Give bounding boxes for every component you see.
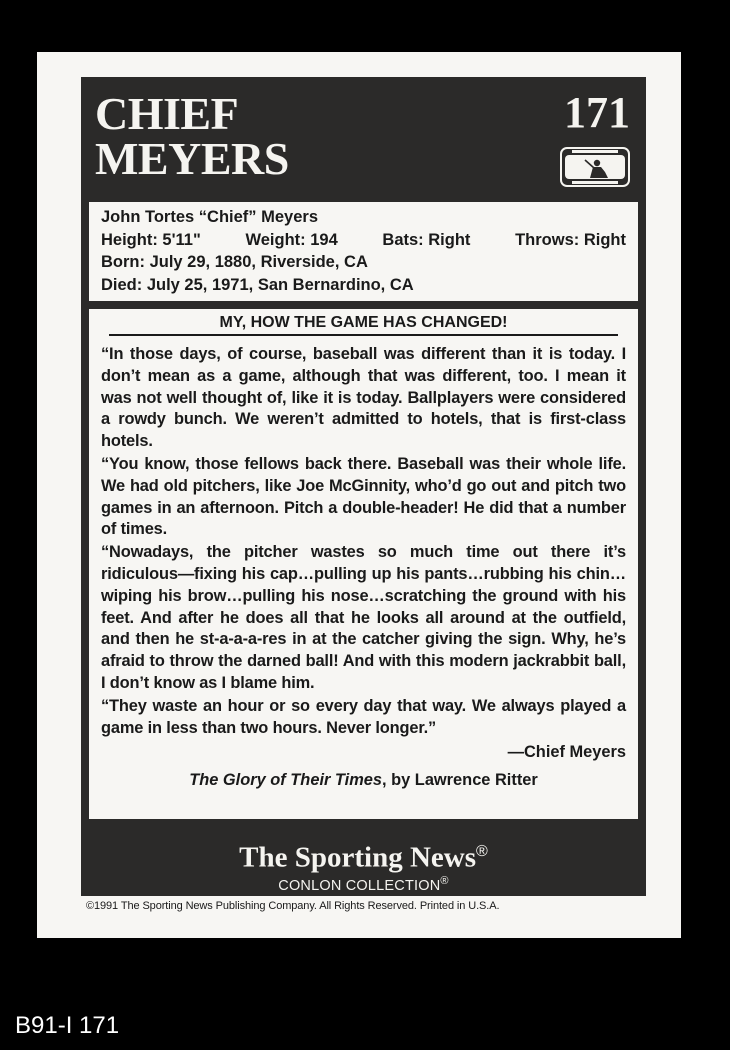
quote-signature: —Chief Meyers: [507, 743, 626, 762]
weight: Weight: 194: [245, 230, 338, 249]
brand-logo: [81, 837, 646, 873]
collection-name: [81, 873, 646, 894]
player-name-line2: MEYERS: [95, 133, 289, 184]
source-author: , by Lawrence Ritter: [382, 771, 538, 790]
story-box: [89, 309, 638, 819]
full-name: John Tortes “Chief” Meyers: [101, 208, 318, 226]
bats: Bats: Right: [382, 230, 471, 249]
card-panel: [81, 77, 646, 896]
bio-box: [89, 202, 638, 301]
copyright-notice: ©1991 The Sporting News Publishing Company. All Rights Reserved. Printed in U.S.A.: [86, 900, 500, 912]
story-paragraph: “In those days, of course, baseball was different than it is today. I don’t mean as a game, although that was different, too. I mean it was not well thought of, like it is today. Ballplayers were considered a rowdy bunch. We weren’t admitted to hotels, that is first-class hotels.: [101, 345, 626, 451]
story-paragraph: “Nowadays, the pitcher wastes so much time out there it’s ridiculous—fixing his cap…pulling up his pants…rubbing his chin…wiping his brow…pulling his nose…scratching the ground with his feet. And after he does all that he looks all around at the outfield, and then he st-a-a-a-res in at the catcher giving the sign. Why, he’s afraid to throw the darned ball! And with this modern jackrabbit ball, I don’t know as I blame him.: [101, 543, 626, 692]
collection-label: CONLON COLLECTION: [278, 877, 441, 894]
quote-source: [101, 769, 626, 791]
died: Died: July 25, 1971, San Bernardino, CA: [101, 275, 414, 294]
stats-row: [101, 229, 626, 252]
player-name-line1: CHIEF: [95, 88, 239, 139]
card-number: 171: [564, 88, 630, 137]
story-title: MY, HOW THE GAME HAS CHANGED!: [109, 313, 618, 336]
born: Born: July 29, 1880, Riverside, CA: [101, 253, 368, 271]
mlb-logo-icon: [560, 147, 630, 187]
brand-registered-mark: ®: [476, 843, 488, 860]
collection-registered-mark: ®: [440, 875, 449, 887]
source-title: The Glory of Their Times: [189, 771, 383, 790]
story-paragraph: “They waste an hour or so every day that way. We always played a game in less than two hours. Never longer.”: [101, 696, 626, 737]
baseball-card-back: [37, 52, 681, 938]
throws: Throws: Right: [515, 230, 626, 249]
brand-name: The Sporting News: [239, 841, 477, 874]
story-paragraph: “You know, those fellows back there. Baseball was their whole life. We had old pitchers, like Joe McGinnity, who’d go out and pitch two games in an afternoon. Pitch a double-header! He did that a number of times.: [101, 454, 626, 539]
player-name: [95, 88, 289, 184]
listing-id: B91-I 171: [15, 1012, 120, 1039]
height: Height: 5'11": [101, 230, 201, 249]
